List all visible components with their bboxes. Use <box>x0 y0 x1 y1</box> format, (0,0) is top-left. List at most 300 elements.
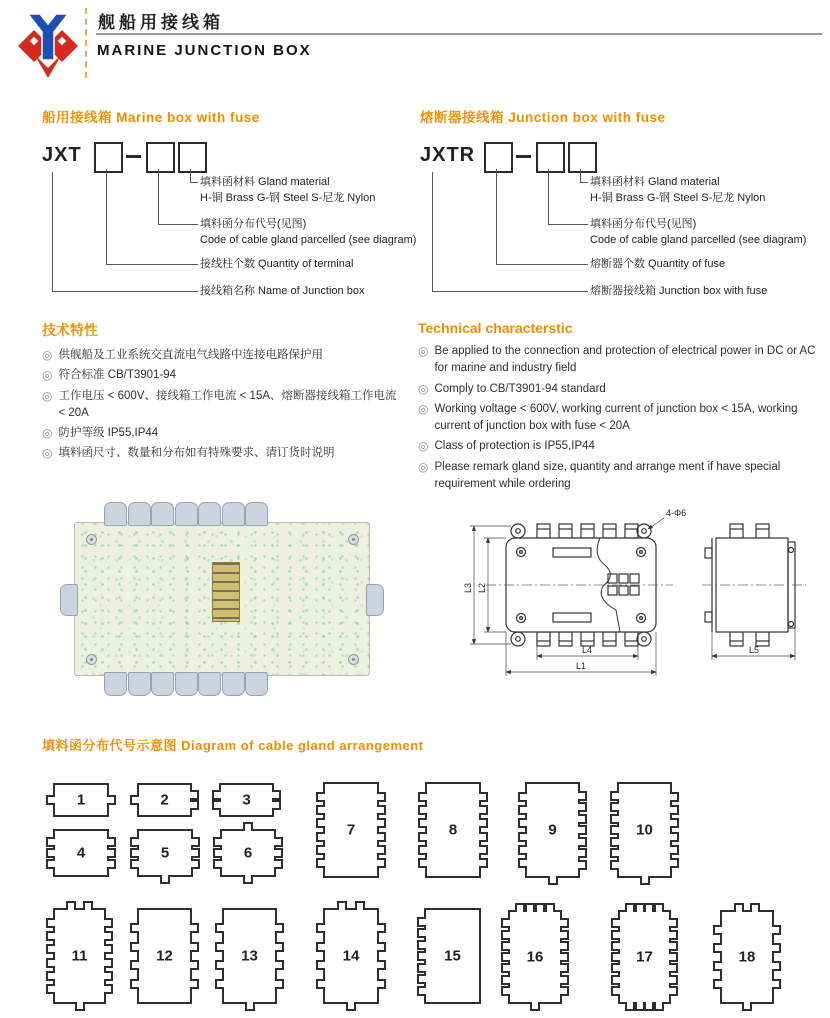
cable-gland-stub <box>316 979 325 989</box>
cable-gland-stub <box>669 975 678 985</box>
cable-gland-stub <box>611 952 620 962</box>
photo-cable-gland <box>151 672 174 696</box>
cable-gland-stub <box>130 859 139 869</box>
cable-gland-stub <box>611 918 620 928</box>
callout-code-cn: 填料函分布代号(见图) <box>200 218 307 230</box>
cable-gland-stub <box>479 792 488 802</box>
cable-gland-stub <box>104 944 113 954</box>
bullet-text: Please remark gland size, quantity and arrange ment if have special requirement while ordering <box>434 460 781 490</box>
cable-gland-stub <box>479 845 488 855</box>
cable-gland-stub <box>212 790 221 800</box>
cable-gland-stub <box>560 930 569 940</box>
bullet-icon: ◎ <box>42 348 53 362</box>
dim-label-l5: L5 <box>748 645 760 655</box>
front-view <box>486 524 673 646</box>
dim-label-l1: L1 <box>575 661 587 671</box>
bullet-text: 工作电压 < 600V、接线箱工作电流 < 15A、熔断器接线箱工作电流 < 20A <box>58 389 397 419</box>
cable-gland-stub <box>190 800 199 810</box>
header-divider <box>85 8 87 78</box>
callout-quantity: 熔断器个数 Quantity of fuse <box>590 258 726 270</box>
gland-box-number: 3 <box>242 791 251 809</box>
gland-box-11 <box>53 908 106 1004</box>
gland-box-number: 1 <box>76 791 86 809</box>
cable-gland-stub <box>644 903 654 912</box>
cable-gland-stub <box>46 984 55 994</box>
cable-gland-stub <box>518 858 527 868</box>
gland-box-number: 7 <box>346 821 356 839</box>
cable-gland-stub <box>501 918 510 928</box>
gland-box-number: 13 <box>241 947 258 965</box>
bullet-icon: ◎ <box>42 446 53 461</box>
corner-screw <box>348 654 359 665</box>
cable-gland-stub <box>346 1002 356 1011</box>
gland-box-8 <box>425 782 481 878</box>
cable-gland-stub <box>377 960 386 970</box>
cable-gland-stub <box>104 918 113 928</box>
cable-gland-stub <box>418 858 427 868</box>
gland-box-number: 16 <box>526 948 544 966</box>
nameplate <box>212 562 240 622</box>
cable-gland-stub <box>104 958 113 968</box>
cable-gland-stub <box>377 942 386 952</box>
company-logo <box>16 8 80 80</box>
cable-gland-stub <box>130 960 139 970</box>
cable-gland-stub <box>46 859 55 869</box>
cable-gland-stub <box>772 925 781 935</box>
cable-gland-stub <box>518 845 527 855</box>
gland-box-5 <box>137 829 193 877</box>
cable-gland-stub <box>417 917 426 927</box>
callout-code-cn: 填料函分布代号(见图) <box>590 218 697 230</box>
tech-bullet <box>42 367 400 384</box>
bullet-text: Class of protection is IP55,IP44 <box>434 440 595 453</box>
tech-bullet <box>418 459 822 494</box>
cable-gland-stub <box>46 931 55 941</box>
cable-gland-stub <box>215 960 224 970</box>
cable-gland-stub <box>669 918 678 928</box>
cable-gland-stub <box>640 876 650 885</box>
tech-bullet <box>418 401 822 436</box>
cable-gland-stub <box>190 942 199 952</box>
cable-gland-stub <box>610 848 619 858</box>
cable-gland-stub <box>578 848 587 858</box>
cable-gland-stub <box>377 858 386 868</box>
product-photo <box>60 498 386 702</box>
cable-gland-stub <box>654 903 664 912</box>
cable-gland-stub <box>104 984 113 994</box>
cable-gland-stub <box>560 941 569 951</box>
callout-code-en: Code of cable gland parcelled (see diagram) <box>200 234 417 246</box>
cable-gland-stub <box>190 923 199 933</box>
page-title-chinese: 舰船用接线箱 <box>98 13 224 32</box>
cable-gland-stub <box>316 832 325 842</box>
cable-gland-stub <box>417 974 426 984</box>
gland-box-number: 5 <box>160 844 170 862</box>
cable-gland-stub <box>130 795 139 805</box>
cable-gland-stub <box>377 832 386 842</box>
photo-cable-gland <box>104 502 127 526</box>
callout-material-codes: H-铜 Brass G-钢 Steel S-尼龙 Nylon <box>200 192 376 204</box>
photo-cable-gland <box>175 502 198 526</box>
gland-box-10 <box>617 782 672 878</box>
cable-gland-stub <box>670 832 679 842</box>
cable-gland-stub <box>191 859 200 869</box>
cable-gland-stub <box>501 975 510 985</box>
cable-gland-stub <box>611 930 620 940</box>
model-dash <box>516 155 531 158</box>
cable-gland-stub <box>46 944 55 954</box>
dimension-lines-side <box>712 628 795 660</box>
cable-gland-stub <box>417 928 426 938</box>
cable-gland-stub <box>560 918 569 928</box>
cable-gland-stub <box>104 931 113 941</box>
cable-gland-stub <box>213 837 222 847</box>
model-dash <box>126 155 141 158</box>
cable-gland-stub <box>644 1002 654 1011</box>
bullet-icon: ◎ <box>418 344 429 358</box>
cable-gland-stub <box>515 903 525 912</box>
cable-gland-stub <box>316 923 325 933</box>
gland-box-6 <box>220 829 276 877</box>
cable-gland-stub <box>46 918 55 928</box>
cable-gland-stub <box>160 875 170 884</box>
cable-gland-stub <box>212 800 221 810</box>
cable-gland-stub <box>215 923 224 933</box>
cable-gland-stub <box>734 903 744 912</box>
bullet-text: 防护等级 IP55,IP44 <box>58 427 159 439</box>
gland-box-number: 4 <box>76 844 86 862</box>
cable-gland-stub <box>75 1002 85 1011</box>
cable-gland-stub <box>610 814 619 824</box>
cable-gland-stub <box>560 986 569 996</box>
cable-gland-stub <box>316 942 325 952</box>
cable-gland-stub <box>191 837 200 847</box>
cable-gland-stub <box>355 901 365 910</box>
cable-gland-stub <box>418 792 427 802</box>
cable-gland-stub <box>274 837 283 847</box>
cable-gland-stub <box>213 848 222 858</box>
cable-gland-stub <box>316 858 325 868</box>
cable-gland-stub <box>243 875 253 884</box>
cable-gland-stub <box>274 859 283 869</box>
tech-title-en: Technical characterstic <box>418 320 573 336</box>
gland-box-number: 2 <box>160 791 169 809</box>
cable-gland-stub <box>578 802 587 812</box>
cable-gland-stub <box>316 845 325 855</box>
gland-box-number: 14 <box>342 947 360 965</box>
cable-gland-stub <box>46 795 55 805</box>
cable-gland-stub <box>417 963 426 973</box>
cable-gland-stub <box>130 837 139 847</box>
dim-label-l2: L2 <box>477 582 487 594</box>
photo-cable-gland <box>104 672 127 696</box>
model-code: JXT <box>42 144 82 166</box>
gland-box-number: 18 <box>738 948 756 966</box>
photo-cable-gland <box>151 502 174 526</box>
cable-gland-stub <box>713 961 722 971</box>
gland-box-12 <box>137 908 192 1004</box>
cable-gland-stub <box>46 958 55 968</box>
bullet-icon: ◎ <box>418 439 429 454</box>
cable-gland-stub <box>669 963 678 973</box>
bullet-text: 供舰船及工业系统交直流电气线路中连接电路保护用 <box>58 349 323 361</box>
cable-gland-stub <box>418 845 427 855</box>
cable-gland-stub <box>670 845 679 855</box>
cable-gland-stub <box>107 837 116 847</box>
gland-box-15 <box>424 908 481 1004</box>
cable-gland-stub <box>274 848 283 858</box>
cable-gland-stub <box>610 860 619 870</box>
cable-gland-stub <box>275 942 284 952</box>
photo-cable-gland <box>198 672 221 696</box>
header-rule <box>96 33 822 35</box>
gland-box-14 <box>323 908 379 1004</box>
page-title-english: MARINE JUNCTION BOX <box>97 42 312 59</box>
photo-cable-gland <box>128 502 151 526</box>
callout-quantity: 接线柱个数 Quantity of terminal <box>200 258 354 270</box>
cable-gland-stub <box>501 986 510 996</box>
cable-gland-stub <box>107 795 116 805</box>
cable-gland-stub <box>104 971 113 981</box>
cable-gland-stub <box>611 986 620 996</box>
model-code: JXTR <box>420 144 476 166</box>
cable-gland-stub <box>713 979 722 989</box>
cable-gland-stub <box>610 837 619 847</box>
cable-gland-stub <box>772 961 781 971</box>
cable-gland-stub <box>275 960 284 970</box>
gland-box-number: 9 <box>548 821 557 839</box>
cable-gland-stub <box>107 848 116 858</box>
gland-box-4 <box>53 829 109 877</box>
gland-box-18 <box>720 910 774 1004</box>
cable-gland-stub <box>713 943 722 953</box>
cable-gland-stub <box>611 975 620 985</box>
gland-box-number: 6 <box>243 844 253 862</box>
cable-gland-stub <box>518 832 527 842</box>
model-breakdown-jxt <box>42 136 422 308</box>
callout-code-en: Code of cable gland parcelled (see diagram) <box>590 234 807 246</box>
cable-gland-stub <box>377 805 386 815</box>
corner-screw <box>86 534 97 545</box>
cable-gland-stub <box>518 805 527 815</box>
cable-gland-stub <box>417 986 426 996</box>
cable-gland-stub <box>243 822 253 831</box>
cable-gland-stub <box>191 848 200 858</box>
cable-gland-stub <box>669 930 678 940</box>
cable-gland-stub <box>669 986 678 996</box>
tech-bullet <box>42 425 400 442</box>
cable-gland-stub <box>316 792 325 802</box>
cable-gland-stub <box>190 790 199 800</box>
cable-gland-stub <box>625 903 635 912</box>
bullet-text: Comply to CB/T3901-94 standard <box>434 382 606 395</box>
gland-box-number: 11 <box>71 947 88 965</box>
cable-gland-stub <box>215 942 224 952</box>
cable-gland-stub <box>83 901 93 910</box>
cable-gland-stub <box>578 837 587 847</box>
cable-gland-stub <box>578 825 587 835</box>
corner-screw <box>86 654 97 665</box>
cable-gland-stub <box>501 963 510 973</box>
callout-material-codes: H-铜 Brass G-钢 Steel S-尼龙 Nylon <box>590 192 766 204</box>
cable-gland-stub <box>418 818 427 828</box>
gland-box-number: 10 <box>636 821 653 839</box>
tech-bullet <box>42 445 400 462</box>
callout-line-name <box>52 172 198 292</box>
bullet-icon: ◎ <box>418 459 429 474</box>
callout-material: 填料函材料 Gland material <box>590 176 720 188</box>
section-title-fuse-box: 熔断器接线箱 Junction box with fuse <box>420 110 666 125</box>
cable-gland-stub <box>417 940 426 950</box>
cable-gland-stub <box>377 979 386 989</box>
tech-title-cn: 技术特性 <box>42 322 98 338</box>
cable-gland-stub <box>316 805 325 815</box>
cable-gland-stub <box>46 971 55 981</box>
cable-gland-stub <box>669 952 678 962</box>
tech-bullet <box>418 381 822 398</box>
side-view <box>702 524 806 646</box>
bullet-text: 填料函尺寸、数量和分布如有特殊要求、请订货时说明 <box>58 447 335 460</box>
cable-gland-stub <box>772 979 781 989</box>
cable-gland-stub <box>518 792 527 802</box>
tech-bullets-en <box>418 343 822 493</box>
bullet-icon: ◎ <box>42 388 53 403</box>
cable-gland-stub <box>479 805 488 815</box>
gland-box-number: 15 <box>444 947 461 965</box>
cable-gland-stub <box>418 832 427 842</box>
cable-gland-stub <box>654 1002 664 1011</box>
corner-screw <box>348 534 359 545</box>
tech-bullet <box>418 343 822 378</box>
callout-name: 接线箱名称 Name of Junction box <box>200 285 365 297</box>
cable-gland-stub <box>578 814 587 824</box>
cable-gland-stub <box>130 848 139 858</box>
cable-gland-stub <box>316 960 325 970</box>
bullet-icon: ◎ <box>42 368 53 383</box>
cable-gland-stub <box>501 952 510 962</box>
cable-gland-stub <box>190 979 199 989</box>
cable-gland-stub <box>535 903 545 912</box>
cable-gland-stub <box>66 901 76 910</box>
photo-cable-gland <box>245 672 268 696</box>
hole-note: 4-Φ6 <box>666 508 687 518</box>
photo-cable-gland <box>245 502 268 526</box>
cable-gland-stub <box>501 941 510 951</box>
cable-gland-stub <box>46 837 55 847</box>
cable-gland-stub <box>560 975 569 985</box>
cable-gland-stub <box>610 791 619 801</box>
photo-cable-gland <box>366 584 384 616</box>
section-title-marine-box: 船用接线箱 Marine box with fuse <box>42 110 260 125</box>
gland-box-number: 17 <box>636 948 653 966</box>
cable-gland-stub <box>479 858 488 868</box>
photo-cable-gland <box>128 672 151 696</box>
cable-gland-stub <box>272 800 281 810</box>
cable-gland-stub <box>669 941 678 951</box>
dim-label-l3: L3 <box>463 582 473 594</box>
tech-bullets-cn <box>42 347 400 463</box>
callout-line-name <box>432 172 588 292</box>
gland-box-number: 12 <box>156 947 173 965</box>
cable-gland-stub <box>772 943 781 953</box>
cable-gland-stub <box>670 805 679 815</box>
callout-material: 填料函材料 Gland material <box>200 176 330 188</box>
cable-gland-stub <box>130 979 139 989</box>
cable-gland-stub <box>275 923 284 933</box>
cable-gland-stub <box>418 805 427 815</box>
photo-cable-gland <box>198 502 221 526</box>
cable-gland-stub <box>130 923 139 933</box>
gland-box-13 <box>222 908 277 1004</box>
tech-bullet <box>42 388 400 423</box>
cable-gland-stub <box>548 876 558 885</box>
cable-gland-stub <box>377 923 386 933</box>
cable-gland-stub <box>713 925 722 935</box>
bullet-icon: ◎ <box>418 401 429 416</box>
bullet-icon: ◎ <box>418 381 429 396</box>
cable-gland-stub <box>213 859 222 869</box>
cable-gland-stub <box>479 832 488 842</box>
gland-box-2 <box>137 783 192 817</box>
cable-gland-stub <box>107 859 116 869</box>
gland-diagram-title: 填料函分布代号示意图 Diagram of cable gland arrangement <box>42 738 424 753</box>
photo-cable-gland <box>222 672 245 696</box>
cable-gland-stub <box>610 802 619 812</box>
cable-gland-stub <box>377 818 386 828</box>
cable-gland-stub <box>518 818 527 828</box>
dimension-drawing <box>458 498 830 703</box>
callout-name: 熔断器接线箱 Junction box with fuse <box>590 285 768 297</box>
cable-gland-stub <box>525 903 535 912</box>
bullet-icon: ◎ <box>42 426 53 440</box>
cable-gland-stub <box>670 858 679 868</box>
cable-gland-stub <box>545 903 555 912</box>
model-breakdown-jxtr <box>420 136 807 308</box>
gland-box-1 <box>53 783 109 817</box>
dim-label-l4: L4 <box>581 645 593 655</box>
cable-gland-stub <box>417 951 426 961</box>
tech-section-en <box>418 320 822 496</box>
cable-gland-stub <box>611 963 620 973</box>
bullet-text: Be applied to the connection and protection of electrical power in DC or AC for marine and industry field <box>434 345 816 375</box>
cable-gland-stub <box>479 818 488 828</box>
cable-gland-stub <box>46 848 55 858</box>
gland-box-9 <box>525 782 580 878</box>
tech-bullet <box>418 438 822 455</box>
cable-gland-stub <box>530 1002 540 1011</box>
cable-gland-stub <box>316 818 325 828</box>
cable-gland-stub <box>670 818 679 828</box>
cable-gland-stub <box>610 825 619 835</box>
cable-gland-stub <box>578 860 587 870</box>
bullet-text: 符合标准 CB/T3901-94 <box>58 369 177 382</box>
photo-cable-gland <box>60 584 78 616</box>
photo-cable-gland <box>175 672 198 696</box>
gland-box-16 <box>508 910 562 1004</box>
cable-gland-stub <box>670 792 679 802</box>
cable-gland-stub <box>501 930 510 940</box>
cable-gland-stub <box>272 790 281 800</box>
cable-gland-stub <box>578 791 587 801</box>
cable-gland-stub <box>635 903 645 912</box>
cable-gland-stub <box>377 845 386 855</box>
cable-gland-stub <box>337 901 347 910</box>
cable-gland-stub <box>750 903 760 912</box>
photo-cable-gland <box>222 502 245 526</box>
cable-gland-stub <box>190 960 199 970</box>
gland-box-3 <box>219 783 274 817</box>
cable-gland-stub <box>625 1002 635 1011</box>
